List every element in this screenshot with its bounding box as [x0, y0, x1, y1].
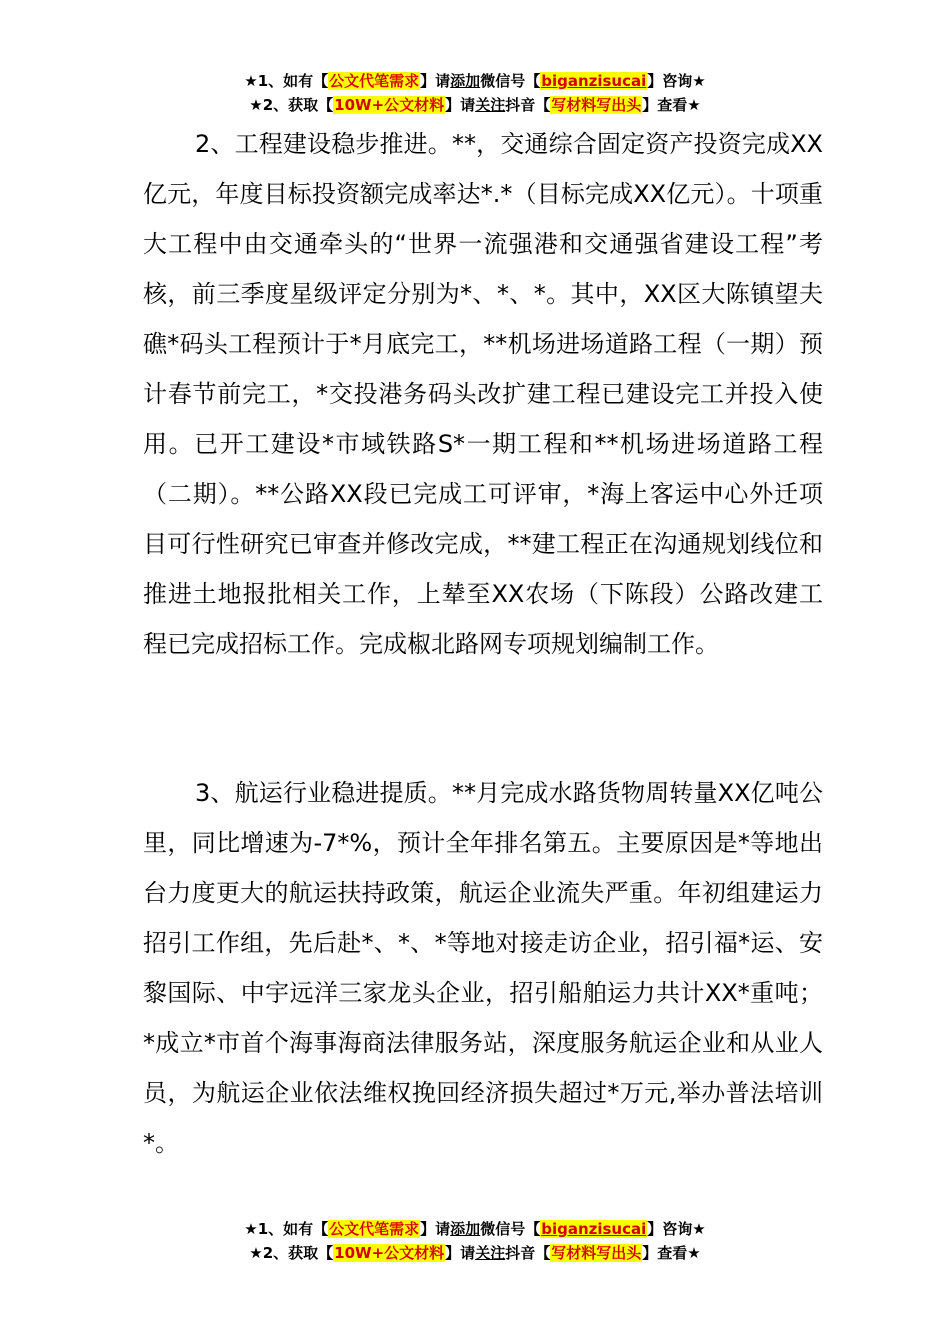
banner-line-2	[0, 1241, 950, 1265]
banner-text: 微信号【	[480, 1220, 541, 1238]
wechat-id-link[interactable]: biganzisucai	[541, 72, 647, 90]
wechat-id-link[interactable]: biganzisucai	[541, 1220, 647, 1238]
star-icon: ★	[687, 1244, 701, 1262]
banner-text: 】请	[445, 1244, 476, 1262]
banner-text: 】查看	[642, 96, 688, 114]
star-icon: ★	[244, 72, 258, 90]
banner-text: 2、获取【	[262, 96, 334, 114]
highlight-service: 公文代笔需求	[329, 1220, 420, 1238]
header-banner	[0, 69, 950, 117]
paragraph-shipping: 3、航运行业稳进提质。**月完成水路货物周转量XX亿吨公里，同比增速为-7*%，预计全年排名第五。主要原因是*等地出台力度更大的航运扶持政策，航运企业流失严重。年初组建运力招引工作组，先后赴*、*、*等地对接走访企业，招引福*运、安黎国际、中宇远洋三家龙头企业，招引船舶运力共计XX*重吨；*成立*市首个海事海商法律服务站，深度服务航运企业和从业人员，为航运企业依法维权挽回经济损失超过*万元,举办普法培训*。	[143, 779, 823, 1157]
banner-text-underlined: 添加	[450, 1220, 481, 1238]
banner-text: 微信号【	[480, 72, 541, 90]
banner-text: 1、如有【	[257, 72, 329, 90]
paragraph-construction: 2、工程建设稳步推进。**，交通综合固定资产投资完成XX亿元，年度目标投资额完成率达*.*（目标完成XX亿元）。十项重大工程中由交通牵头的“世界一流强港和交通强省建设工程”考核，前三季度星级评定分别为*、*、*。其中，XX区大陈镇望夫礁*码头工程预计于*月底完工，**机场进场道路工程（一期）预计春节前完工，*交投港务码头改扩建工程已建设完工并投入使用。已开工建设*市域铁路S*一期工程和**机场进场道路工程（二期）。**公路XX段已完成工可评审，*海上客运中心外迁项目可行性研究已审查并修改完成，**建工程正在沟通规划线位和推进土地报批相关工作，上辇至XX农场（下陈段）公路改建工程已完成招标工作。完成椒北路网专项规划编制工作。	[143, 130, 823, 658]
banner-text: 】查看	[642, 1244, 688, 1262]
highlight-materials: 10W+公文材料	[334, 1244, 445, 1262]
star-icon: ★	[249, 96, 263, 114]
star-icon: ★	[244, 1220, 258, 1238]
star-icon: ★	[249, 1244, 263, 1262]
star-icon: ★	[692, 72, 706, 90]
banner-line-1	[0, 69, 950, 93]
banner-text: 】咨询	[647, 72, 693, 90]
banner-text: 】请	[445, 96, 476, 114]
banner-text-underlined: 添加	[450, 72, 481, 90]
banner-text: 抖音【	[505, 1244, 551, 1262]
highlight-materials: 10W+公文材料	[334, 96, 445, 114]
footer-banner	[0, 1217, 950, 1265]
banner-text: 】请	[420, 1220, 451, 1238]
banner-text: 】咨询	[647, 1220, 693, 1238]
banner-line-2	[0, 93, 950, 117]
banner-text: 2、获取【	[262, 1244, 334, 1262]
banner-text: 】请	[420, 72, 451, 90]
highlight-service: 公文代笔需求	[329, 72, 420, 90]
star-icon: ★	[692, 1220, 706, 1238]
douyin-account: 写材料写出头	[551, 1244, 642, 1262]
banner-text: 1、如有【	[257, 1220, 329, 1238]
banner-line-1	[0, 1217, 950, 1241]
banner-text-underlined: 关注	[475, 1244, 506, 1262]
banner-text-underlined: 关注	[475, 96, 506, 114]
banner-text: 抖音【	[505, 96, 551, 114]
douyin-account: 写材料写出头	[551, 96, 642, 114]
star-icon: ★	[687, 96, 701, 114]
